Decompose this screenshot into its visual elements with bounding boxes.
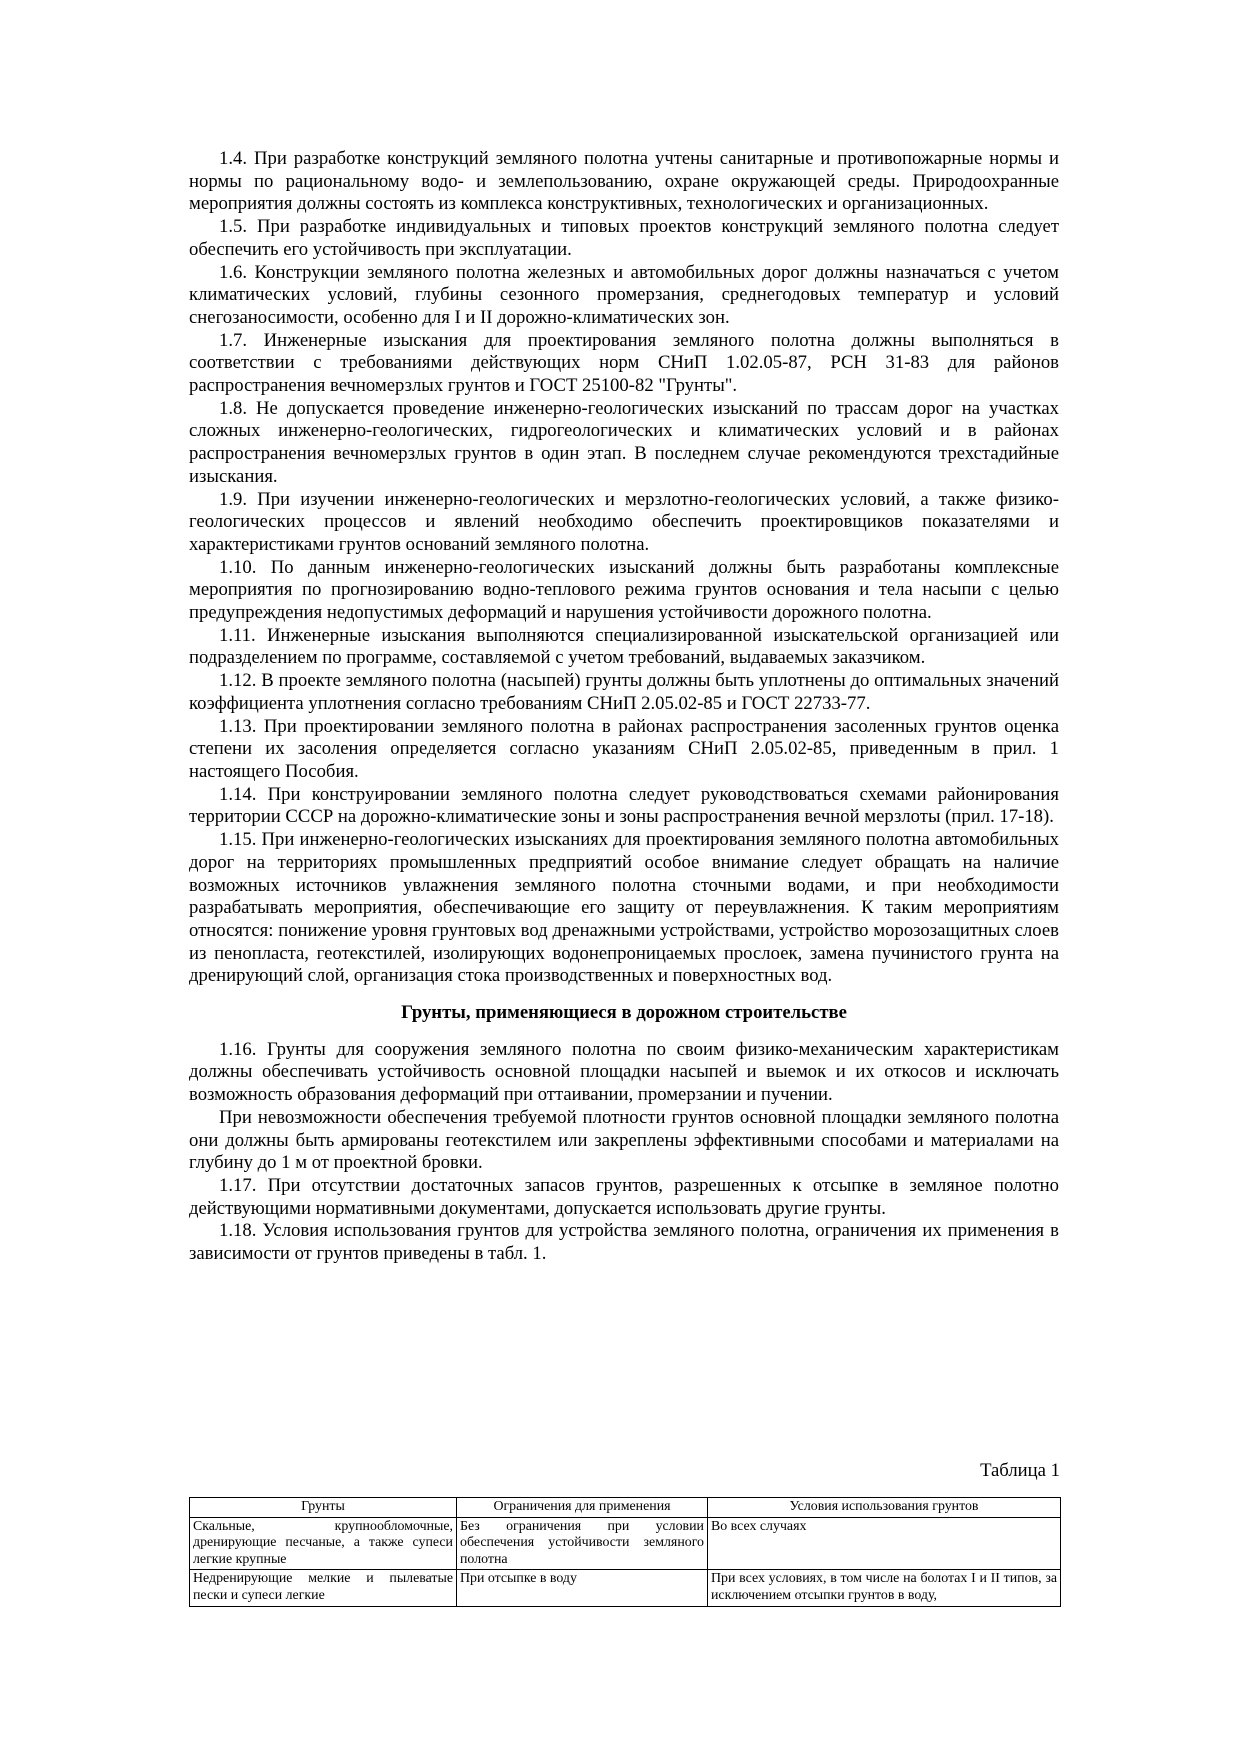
section-heading: Грунты, применяющиеся в дорожном строительстве <box>401 1002 847 1024</box>
table-cell: При отсыпке в воду <box>457 1570 708 1606</box>
paragraph-1-6: 1.6. Конструкции земляного полотна железных и автомобильных дорог должны назначаться с учетом климатических условий, глубины сезонного промерзания, среднегодовых температур и условий снегозаносимости, особенно для I и II дорожно-климатических зон. <box>189 261 1059 328</box>
paragraph-1-18: 1.18. Условия использования грунтов для устройства земляного полотна, ограничения их применения в зависимости от грунтов приведены в табл. 1. <box>189 1220 1059 1265</box>
table-row <box>190 1570 1061 1606</box>
paragraph-1-16: 1.16. Грунты для сооружения земляного полотна по своим физико-механическим характеристикам должны обеспечивать устойчивость основной площадки насыпей и выемок и их откосов и исключать возможность образования деформаций при оттаивании, промерзании и пучении. <box>189 1038 1059 1106</box>
paragraph-1-7: 1.7. Инженерные изыскания для проектирования земляного полотна должны выполняться в соответствии с требованиями действующих норм СНиП 1.02.05-87, РСН 31-83 для районов распространения вечномерзлых грунтов и ГОСТ 25100-82 "Грунты". <box>189 329 1059 397</box>
paragraph-1-11: 1.11. Инженерные изыскания выполняются специализированной изыскательской организацией или подразделением по программе, составляемой с учетом требований, выдаваемых заказчиком. <box>189 624 1059 669</box>
paragraph-1-8: 1.8. Не допускается проведение инженерно-геологических изысканий по трассам дорог на участках сложных инженерно-геологических, гидрогеологических и климатических условий и в районах распространения вечномерзлых грунтов в один этап. В последнем случае рекомендуются трехстадийные изыскания. <box>189 397 1059 487</box>
paragraph-1-14: 1.14. При конструировании земляного полотна следует руководствоваться схемами районирования территории СССР на дорожно-климатические зоны и зоны распространения вечной мерзлоты (прил. 17-18). <box>189 783 1059 828</box>
table-cell: Без ограничения при условии обеспечения устойчивости земляного полотна <box>457 1517 708 1570</box>
table-cell: При всех условиях, в том числе на болотах I и II типов, за исключением отсыпки грунтов в воду, <box>708 1570 1061 1606</box>
soil-table <box>189 1497 1061 1607</box>
table-row <box>190 1517 1061 1570</box>
paragraph-1-5: 1.5. При разработке индивидуальных и типовых проектов конструкций земляного полотна следует обеспечить его устойчивость при эксплуатации. <box>189 216 1059 260</box>
table-caption: Таблица 1 <box>980 1460 1060 1481</box>
paragraph-1-4: 1.4. При разработке конструкций земляного полотна учтены санитарные и противопожарные нормы и нормы по рациональному водо- и землепользованию, охране окружающей среды. Природоохранные мероприятия должны состоять из комплекса конструктивных, технологических и организационных. <box>189 148 1059 215</box>
table-cell: Во всех случаях <box>708 1517 1061 1570</box>
paragraph-1-9: 1.9. При изучении инженерно-геологических и мерзлотно-геологических условий, а также физико-геологических процессов и явлений необходимо обеспечить проектировщиков показателями и характеристиками грунтов оснований земляного полотна. <box>189 488 1059 555</box>
paragraph-1-17: 1.17. При отсутствии достаточных запасов грунтов, разрешенных к отсыпке в земляное полотно действующими нормативными документами, допускается использовать другие грунты. <box>189 1174 1059 1219</box>
header-restrictions: Ограничения для применения <box>457 1498 708 1518</box>
table-cell: Недренирующие мелкие и пылеватые пески и супеси легкие <box>190 1570 457 1606</box>
header-soils: Грунты <box>190 1498 457 1518</box>
header-conditions: Условия использования грунтов <box>708 1498 1061 1518</box>
table-header-row <box>190 1498 1061 1518</box>
paragraph-1-12: 1.12. В проекте земляного полотна (насыпей) грунты должны быть уплотнены до оптимальных значений коэффициента уплотнения согласно требованиям СНиП 2.05.02-85 и ГОСТ 22733-77. <box>189 670 1059 714</box>
paragraph-1-13: 1.13. При проектировании земляного полотна в районах распространения засоленных грунтов оценка степени их засоления определяется согласно указаниям СНиП 2.05.02-85, приведенным в прил. 1 настоящего Пособия. <box>189 715 1059 782</box>
paragraph-1-10: 1.10. По данным инженерно-геологических изысканий должны быть разработаны комплексные мероприятия по прогнозированию водно-теплового режима грунтов основания и тела насыпи с целью предупреждения недопустимых деформаций и нарушения устойчивости дорожного полотна. <box>189 556 1059 624</box>
document-body <box>189 148 1059 1266</box>
paragraph-1-15: 1.15. При инженерно-геологических изысканиях для проектирования земляного полотна автомобильных дорог на территориях промышленных предприятий особое внимание следует обращать на наличие возможных источников увлажнения земляного полотна сточными водами, и при необходимости разрабатывать мероприятия, обеспечивающие его защиту от переувлажнения. К таким мероприятиям относятся: понижение уровня грунтовых вод дренажными устройствами, устройство морозозащитных слоев из пенопласта, геотекстилей, изолирующих водонепроницаемых прослоек, замена пучинистого грунта на дренирующий слой, организация стока производственных и поверхностных вод. <box>189 829 1059 987</box>
paragraph-1-16-continued: При невозможности обеспечения требуемой плотности грунтов основной площадки земляного полотна они должны быть армированы геотекстилем или закреплены эффективными способами и материалами на глубину до 1 м от проектной бровки. <box>189 1106 1059 1174</box>
table-cell: Скальные, крупнообломочные, дренирующие песчаные, а также супеси легкие крупные <box>190 1517 457 1570</box>
